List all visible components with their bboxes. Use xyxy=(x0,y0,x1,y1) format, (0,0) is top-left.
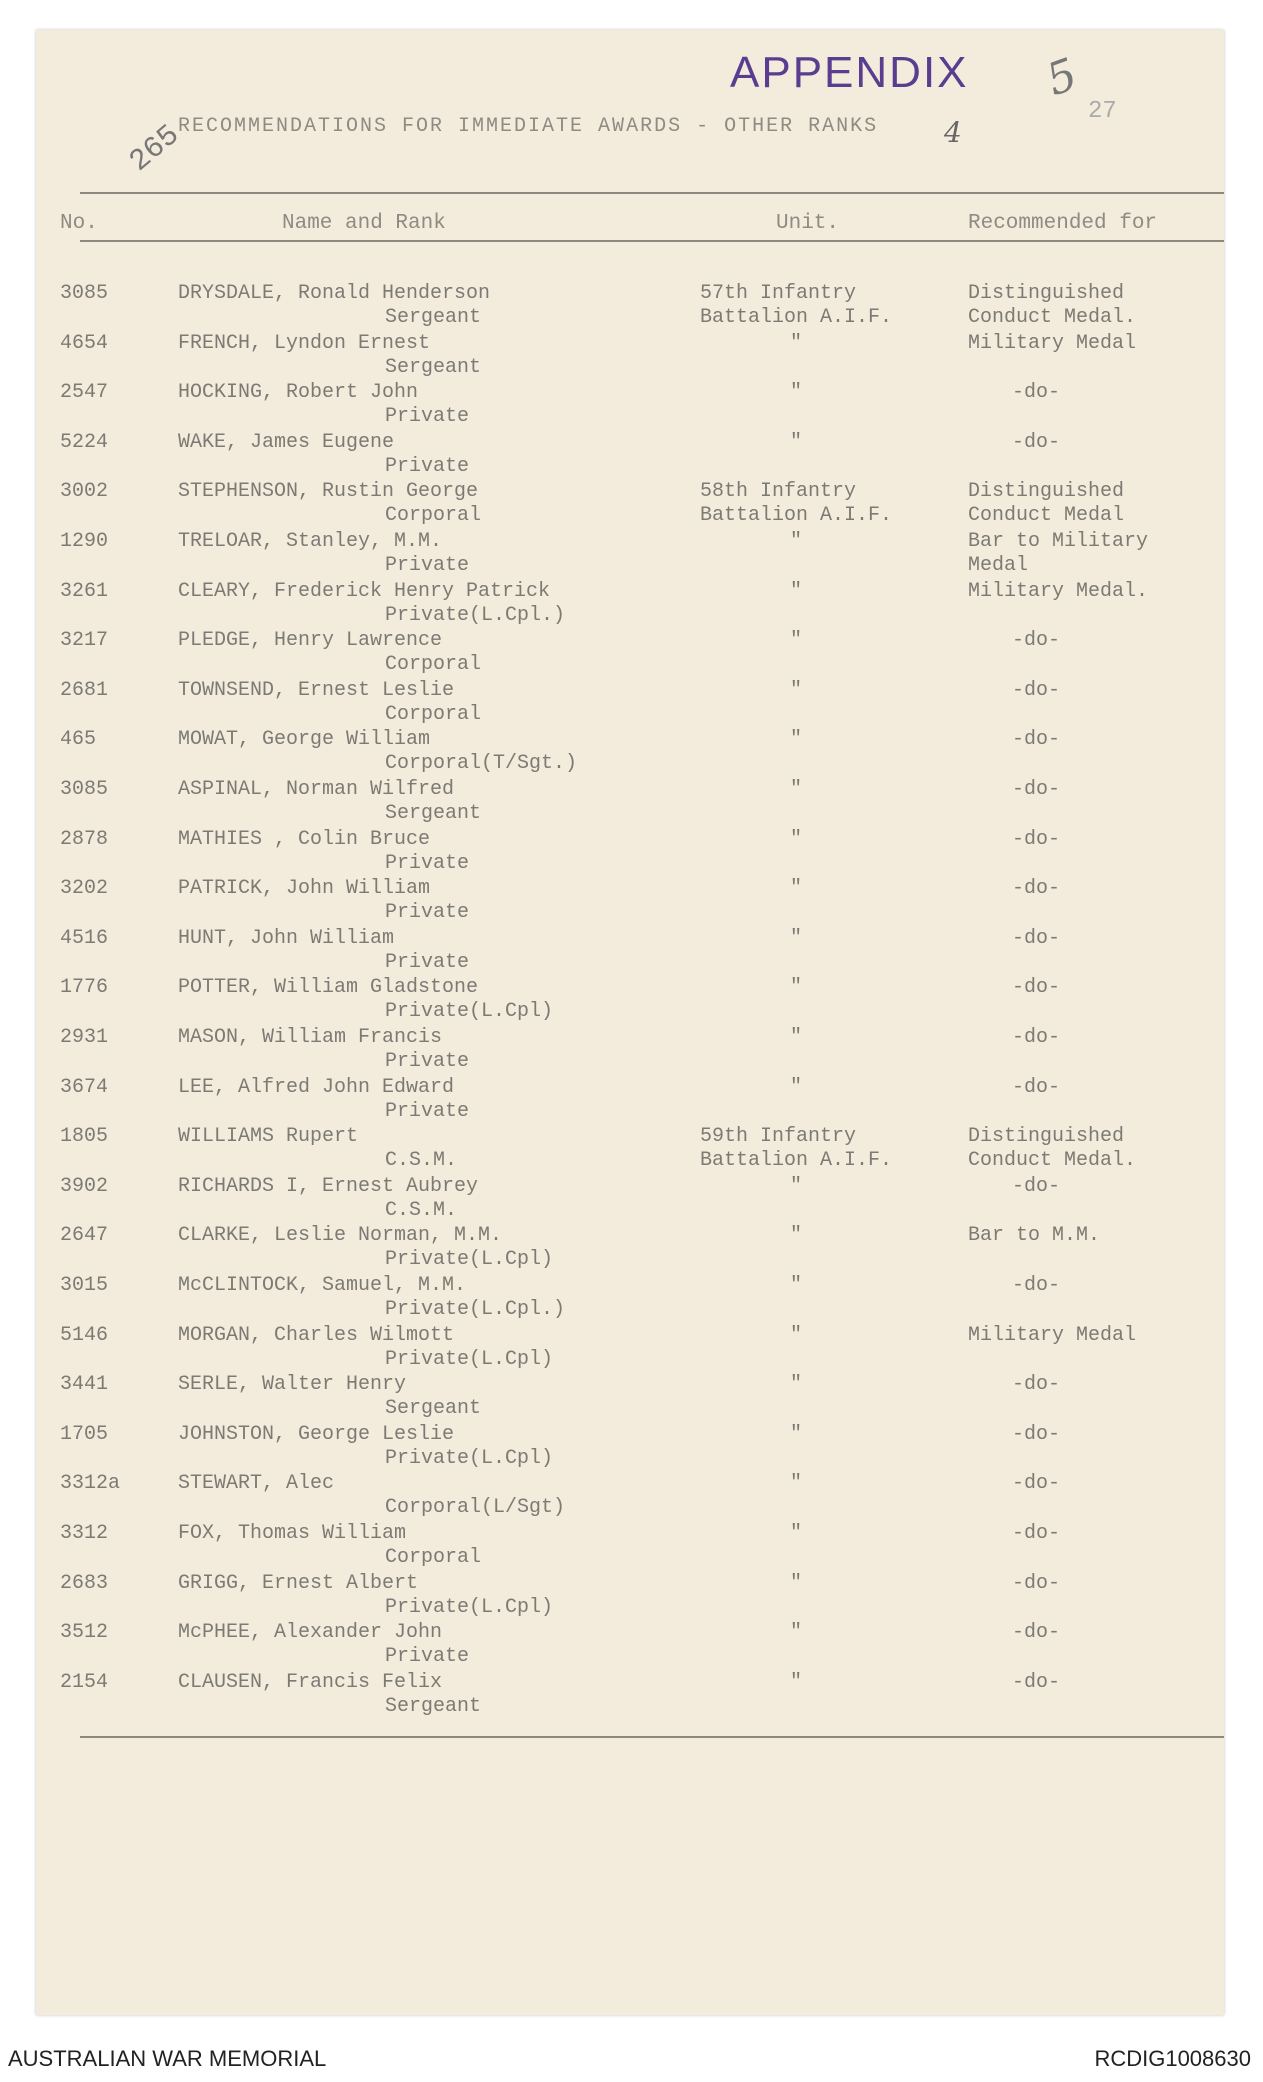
award-cell: Military Medal. xyxy=(968,580,1149,603)
unit-cell: " xyxy=(790,1224,803,1247)
award-cell: Bar to Military Medal xyxy=(968,530,1149,577)
award-cell: -do- xyxy=(1012,1076,1061,1099)
footer-reference-id: RCDIG1008630 xyxy=(1094,2046,1251,2071)
table-row xyxy=(0,927,1263,977)
service-number: 2647 xyxy=(60,1224,109,1247)
table-row xyxy=(0,629,1263,679)
service-number: 2681 xyxy=(60,679,109,702)
name-cell: CLEARY, Frederick Henry Patrick xyxy=(178,580,551,603)
rank-cell: Private xyxy=(385,455,470,478)
unit-cell: " xyxy=(790,728,803,751)
award-cell: -do- xyxy=(1012,1522,1061,1545)
table-row xyxy=(0,1224,1263,1274)
service-number: 465 xyxy=(60,728,97,751)
service-number: 1805 xyxy=(60,1125,109,1148)
table-row xyxy=(0,1423,1263,1473)
unit-cell: " xyxy=(790,1522,803,1545)
unit-cell: " xyxy=(790,1373,803,1396)
service-number: 2931 xyxy=(60,1026,109,1049)
table-row xyxy=(0,1324,1263,1374)
table-row xyxy=(0,530,1263,580)
table-row xyxy=(0,877,1263,927)
rank-cell: Private xyxy=(385,1100,470,1123)
service-number: 5146 xyxy=(60,1324,109,1347)
unit-cell: " xyxy=(790,1671,803,1694)
unit-cell: " xyxy=(790,1076,803,1099)
column-header-unit: Unit. xyxy=(776,212,840,235)
rank-cell: Private(L.Cpl.) xyxy=(385,604,566,627)
unit-cell: " xyxy=(790,828,803,851)
name-cell: STEPHENSON, Rustin George xyxy=(178,480,479,503)
rank-cell: Private(L.Cpl.) xyxy=(385,1298,566,1321)
unit-cell: " xyxy=(790,1274,803,1297)
service-number: 5224 xyxy=(60,431,109,454)
award-cell: -do- xyxy=(1012,1373,1061,1396)
award-cell: -do- xyxy=(1012,728,1061,751)
service-number: 1705 xyxy=(60,1423,109,1446)
name-cell: ASPINAL, Norman Wilfred xyxy=(178,778,455,801)
award-cell: Distinguished Conduct Medal. xyxy=(968,1125,1137,1172)
footer-archive-name: AUSTRALIAN WAR MEMORIAL xyxy=(8,2046,327,2071)
handwritten-folio-number: 5 xyxy=(1040,48,1084,107)
table-row xyxy=(0,431,1263,481)
service-number: 2878 xyxy=(60,828,109,851)
award-cell: -do- xyxy=(1012,1175,1061,1198)
rank-cell: Corporal(T/Sgt.) xyxy=(385,752,578,775)
name-cell: MASON, William Francis xyxy=(178,1026,443,1049)
name-cell: PLEDGE, Henry Lawrence xyxy=(178,629,443,652)
table-row xyxy=(0,828,1263,878)
table-end-rule xyxy=(80,1736,1224,1738)
name-cell: TRELOAR, Stanley, M.M. xyxy=(178,530,443,553)
handwritten-margin-number: 265 xyxy=(123,118,187,180)
award-cell: -do- xyxy=(1012,1621,1061,1644)
service-number: 3015 xyxy=(60,1274,109,1297)
rank-cell: Private xyxy=(385,852,470,875)
award-cell: -do- xyxy=(1012,1026,1061,1049)
unit-cell: " xyxy=(790,679,803,702)
rank-cell: Corporal xyxy=(385,504,482,527)
rank-cell: C.S.M. xyxy=(385,1149,458,1172)
rank-cell: C.S.M. xyxy=(385,1199,458,1222)
unit-cell: 59th Infantry Battalion A.I.F. xyxy=(700,1125,893,1172)
table-row xyxy=(0,381,1263,431)
table-row xyxy=(0,976,1263,1026)
name-cell: PATRICK, John William xyxy=(178,877,431,900)
award-cell: -do- xyxy=(1012,1274,1061,1297)
unit-cell: " xyxy=(790,1324,803,1347)
service-number: 3002 xyxy=(60,480,109,503)
handwritten-title-number: 4 xyxy=(944,116,962,149)
award-cell: -do- xyxy=(1012,976,1061,999)
name-cell: DRYSDALE, Ronald Henderson xyxy=(178,282,491,305)
rank-cell: Sergeant xyxy=(385,802,482,825)
award-cell: -do- xyxy=(1012,629,1061,652)
service-number: 3441 xyxy=(60,1373,109,1396)
rank-cell: Sergeant xyxy=(385,1397,482,1420)
table-row xyxy=(0,282,1263,332)
service-number: 3512 xyxy=(60,1621,109,1644)
service-number: 1776 xyxy=(60,976,109,999)
award-cell: -do- xyxy=(1012,679,1061,702)
unit-cell: " xyxy=(790,580,803,603)
service-number: 2683 xyxy=(60,1572,109,1595)
name-cell: WILLIAMS Rupert xyxy=(178,1125,359,1148)
table-row xyxy=(0,1373,1263,1423)
table-row xyxy=(0,1472,1263,1522)
column-header-no: No. xyxy=(60,212,98,235)
service-number: 3261 xyxy=(60,580,109,603)
award-cell: Bar to M.M. xyxy=(968,1224,1101,1247)
service-number: 3312a xyxy=(60,1472,121,1495)
table-row xyxy=(0,580,1263,630)
table-row xyxy=(0,679,1263,729)
unit-cell: " xyxy=(790,1423,803,1446)
column-header-name: Name and Rank xyxy=(282,212,446,235)
rank-cell: Private(L.Cpl) xyxy=(385,1000,554,1023)
unit-cell: " xyxy=(790,976,803,999)
unit-cell: " xyxy=(790,927,803,950)
unit-cell: " xyxy=(790,1572,803,1595)
rank-cell: Private xyxy=(385,1645,470,1668)
rank-cell: Corporal xyxy=(385,1546,482,1569)
service-number: 3085 xyxy=(60,778,109,801)
rank-cell: Private xyxy=(385,901,470,924)
rank-cell: Corporal xyxy=(385,703,482,726)
unit-cell: 57th Infantry Battalion A.I.F. xyxy=(700,282,893,329)
unit-cell: " xyxy=(790,530,803,553)
rank-cell: Private xyxy=(385,405,470,428)
service-number: 4516 xyxy=(60,927,109,950)
service-number: 2154 xyxy=(60,1671,109,1694)
rank-cell: Private xyxy=(385,1050,470,1073)
award-cell: -do- xyxy=(1012,828,1061,851)
rank-cell: Private(L.Cpl) xyxy=(385,1447,554,1470)
header-rule-top xyxy=(80,192,1224,194)
name-cell: FRENCH, Lyndon Ernest xyxy=(178,332,431,355)
service-number: 3217 xyxy=(60,629,109,652)
name-cell: WAKE, James Eugene xyxy=(178,431,395,454)
name-cell: RICHARDS I, Ernest Aubrey xyxy=(178,1175,479,1198)
name-cell: MATHIES , Colin Bruce xyxy=(178,828,431,851)
award-cell: Distinguished Conduct Medal. xyxy=(968,282,1137,329)
name-cell: McCLINTOCK, Samuel, M.M. xyxy=(178,1274,467,1297)
name-cell: HUNT, John William xyxy=(178,927,395,950)
rank-cell: Private(L.Cpl) xyxy=(385,1596,554,1619)
header-rule-bottom xyxy=(80,240,1224,242)
award-cell: -do- xyxy=(1012,1671,1061,1694)
table-row xyxy=(0,1026,1263,1076)
name-cell: MOWAT, George William xyxy=(178,728,431,751)
unit-cell: " xyxy=(790,1472,803,1495)
name-cell: STEWART, Alec xyxy=(178,1472,335,1495)
handwritten-page-number: 27 xyxy=(1088,98,1117,125)
award-cell: Military Medal xyxy=(968,332,1137,355)
name-cell: McPHEE, Alexander John xyxy=(178,1621,443,1644)
table-row xyxy=(0,1076,1263,1126)
rank-cell: Private(L.Cpl) xyxy=(385,1248,554,1271)
name-cell: POTTER, William Gladstone xyxy=(178,976,479,999)
unit-cell: " xyxy=(790,778,803,801)
name-cell: CLARKE, Leslie Norman, M.M. xyxy=(178,1224,503,1247)
appendix-stamp: APPENDIX xyxy=(730,48,969,97)
service-number: 3312 xyxy=(60,1522,109,1545)
unit-cell: " xyxy=(790,332,803,355)
unit-cell: " xyxy=(790,431,803,454)
award-cell: -do- xyxy=(1012,778,1061,801)
service-number: 1290 xyxy=(60,530,109,553)
table-row xyxy=(0,332,1263,382)
name-cell: CLAUSEN, Francis Felix xyxy=(178,1671,443,1694)
table-row xyxy=(0,728,1263,778)
table-row xyxy=(0,1175,1263,1225)
rank-cell: Private(L.Cpl) xyxy=(385,1348,554,1371)
document-title: RECOMMENDATIONS FOR IMMEDIATE AWARDS - OTHER RANKS xyxy=(178,115,879,138)
rank-cell: Sergeant xyxy=(385,306,482,329)
table-row xyxy=(0,1671,1263,1721)
name-cell: SERLE, Walter Henry xyxy=(178,1373,407,1396)
table-row xyxy=(0,1621,1263,1671)
name-cell: FOX, Thomas William xyxy=(178,1522,407,1545)
table-row xyxy=(0,1125,1263,1175)
unit-cell: " xyxy=(790,381,803,404)
table-row xyxy=(0,778,1263,828)
unit-cell: " xyxy=(790,1621,803,1644)
award-cell: -do- xyxy=(1012,1572,1061,1595)
service-number: 3085 xyxy=(60,282,109,305)
award-cell: Distinguished Conduct Medal xyxy=(968,480,1125,527)
rank-cell: Private xyxy=(385,951,470,974)
award-cell: -do- xyxy=(1012,877,1061,900)
name-cell: LEE, Alfred John Edward xyxy=(178,1076,455,1099)
award-cell: -do- xyxy=(1012,381,1061,404)
table-row xyxy=(0,1274,1263,1324)
name-cell: TOWNSEND, Ernest Leslie xyxy=(178,679,455,702)
column-header-award: Recommended for xyxy=(968,212,1158,235)
award-cell: -do- xyxy=(1012,927,1061,950)
unit-cell: " xyxy=(790,1175,803,1198)
name-cell: MORGAN, Charles Wilmott xyxy=(178,1324,455,1347)
service-number: 3202 xyxy=(60,877,109,900)
rank-cell: Sergeant xyxy=(385,356,482,379)
service-number: 3902 xyxy=(60,1175,109,1198)
table-row xyxy=(0,1522,1263,1572)
unit-cell: " xyxy=(790,1026,803,1049)
unit-cell: " xyxy=(790,877,803,900)
table-row xyxy=(0,480,1263,530)
name-cell: GRIGG, Ernest Albert xyxy=(178,1572,419,1595)
rank-cell: Private xyxy=(385,554,470,577)
award-cell: Military Medal xyxy=(968,1324,1137,1347)
award-cell: -do- xyxy=(1012,1423,1061,1446)
unit-cell: " xyxy=(790,629,803,652)
name-cell: HOCKING, Robert John xyxy=(178,381,419,404)
table-row xyxy=(0,1572,1263,1622)
service-number: 2547 xyxy=(60,381,109,404)
award-cell: -do- xyxy=(1012,431,1061,454)
unit-cell: 58th Infantry Battalion A.I.F. xyxy=(700,480,893,527)
rank-cell: Corporal xyxy=(385,653,482,676)
rank-cell: Corporal(L/Sgt) xyxy=(385,1496,566,1519)
service-number: 3674 xyxy=(60,1076,109,1099)
rank-cell: Sergeant xyxy=(385,1695,482,1718)
service-number: 4654 xyxy=(60,332,109,355)
award-cell: -do- xyxy=(1012,1472,1061,1495)
name-cell: JOHNSTON, George Leslie xyxy=(178,1423,455,1446)
